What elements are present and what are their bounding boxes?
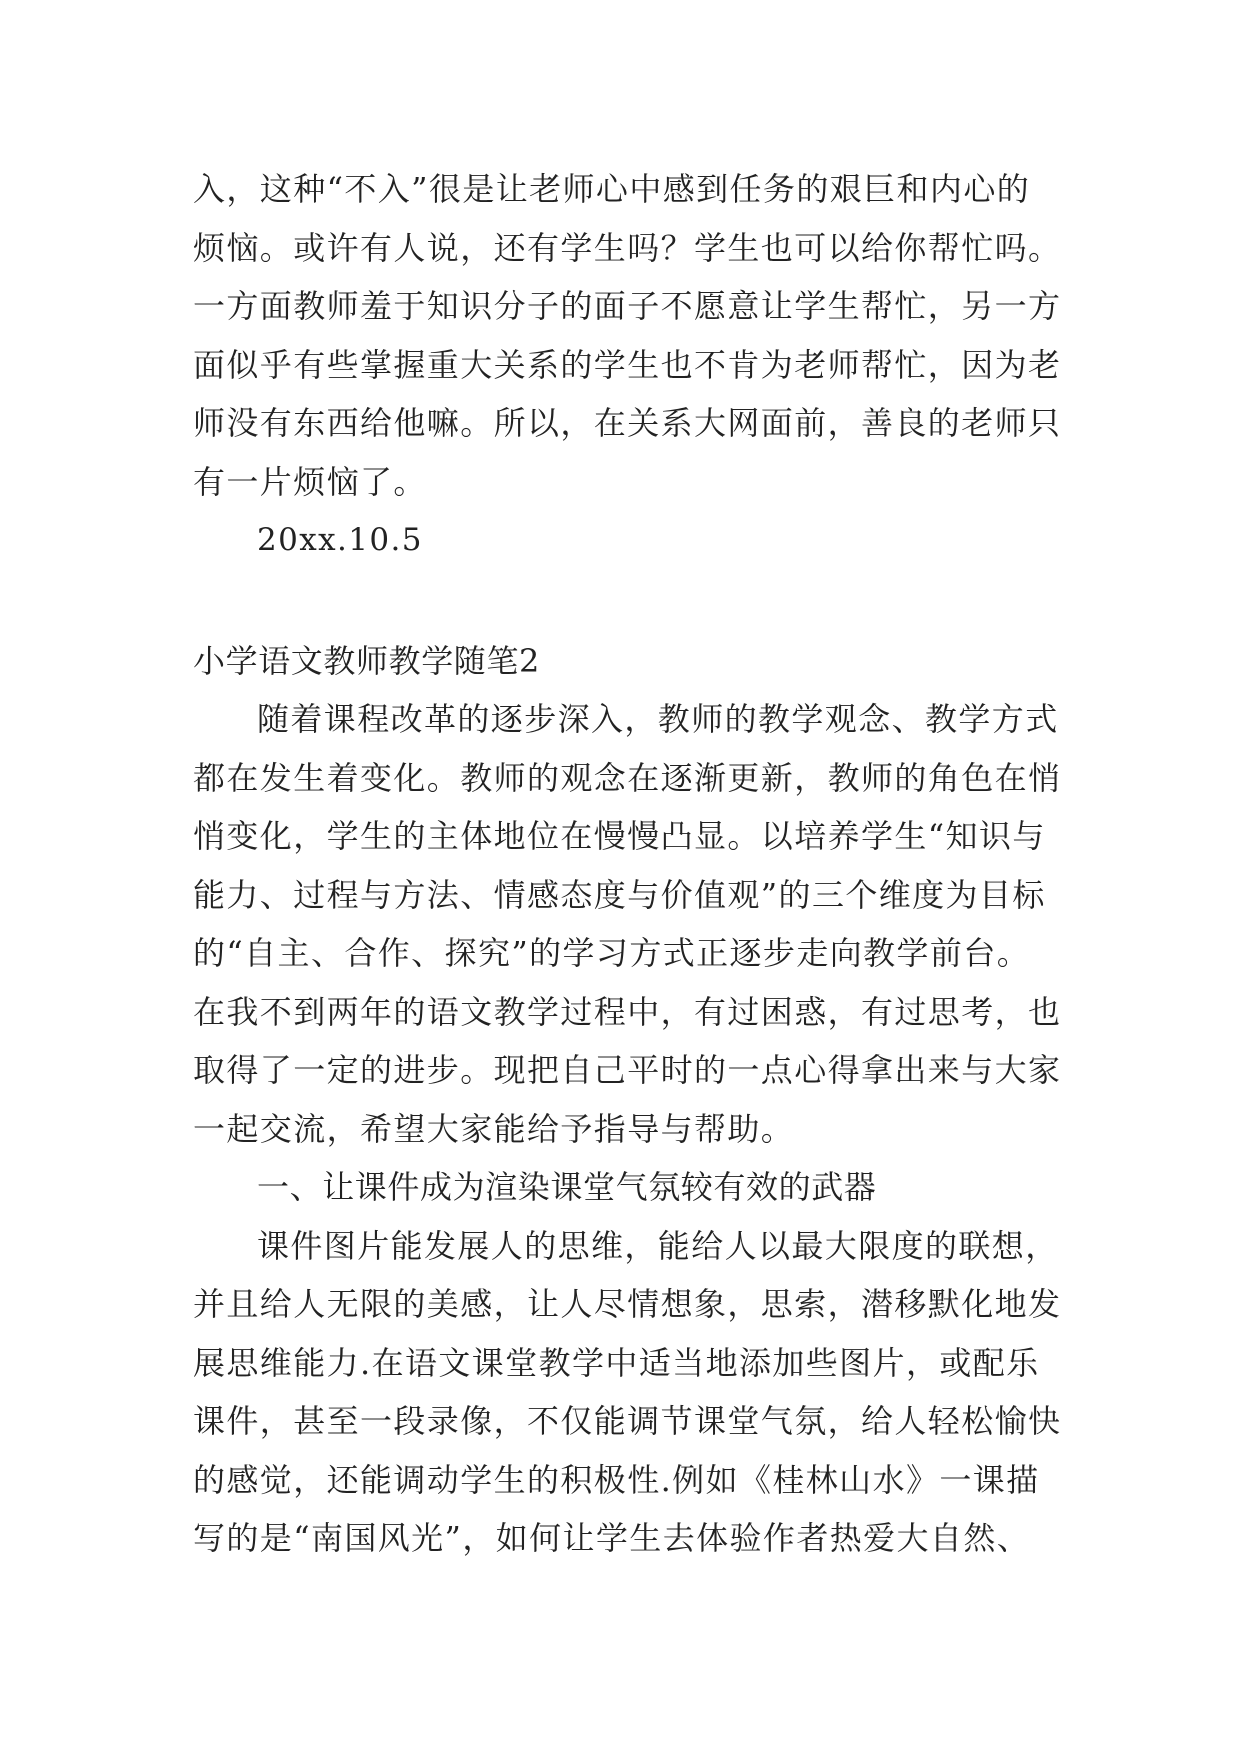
text-line: 写的是“南国风光”，如何让学生去体验作者热爱大自然、 (193, 1519, 1031, 1557)
text-line: 的感觉，还能调动学生的积极性.例如《桂林山水》一课描 (193, 1460, 1040, 1499)
section-gap (193, 570, 1073, 632)
text-line: 随着课程改革的逐步深入，教师的教学观念、教学方式 (257, 700, 1059, 738)
text-line: 课件图片能发展人的思维，能给人以最大限度的联想， (257, 1226, 1059, 1265)
text-line: 课件，甚至一段录像，不仅能调节课堂气氛，给人轻松愉快 (193, 1402, 1062, 1440)
courseware-paragraph (193, 1217, 1073, 1568)
text-line: 取得了一定的进步。现把自己平时的一点心得拿出来与大家 (193, 1051, 1062, 1089)
text-line: 都在发生着变化。教师的观念在逐渐更新，教师的角色在悄 (193, 758, 1062, 797)
text-line: 的“自主、合作、探究”的学习方式正逐步走向教学前台。 (193, 934, 1031, 972)
text-line: 悄变化，学生的主体地位在慢慢凸显。以培养学生“知识与 (193, 817, 1046, 855)
text-line: 在我不到两年的语文教学过程中，有过困惑，有过思考，也 (193, 992, 1062, 1031)
text-line: 面似乎有些掌握重大关系的学生也不肯为老师帮忙，因为老 (193, 345, 1062, 384)
text-line: 入，这种“不入”很是让老师心中感到任务的艰巨和内心的 (193, 170, 1031, 208)
text-line: 展思维能力.在语文课堂教学中适当地添加些图片，或配乐 (193, 1343, 1040, 1382)
date-line: 20xx.10.5 (257, 522, 423, 558)
text-column (193, 160, 1073, 1568)
text-line: 师没有东西给他嘛。所以，在关系大网面前，善良的老师只 (193, 404, 1062, 442)
paragraph-continued (193, 160, 1073, 511)
text-line: 一方面教师羞于知识分子的面子不愿意让学生帮忙，另一方 (193, 287, 1062, 325)
section-title: 小学语文教师教学随笔2 (193, 641, 540, 680)
subheading: 一、让课件成为渲染课堂气氛较有效的武器 (257, 1168, 877, 1206)
text-line: 有一片烦恼了。 (193, 462, 427, 501)
text-line: 能力、过程与方法、情感态度与价值观”的三个维度为目标 (193, 875, 1046, 914)
text-line: 并且给人无限的美感，让人尽情想象，思索，潜移默化地发 (193, 1285, 1062, 1323)
text-line: 一起交流，希望大家能给予指导与帮助。 (193, 1109, 795, 1148)
text-line: 烦恼。或许有人说，还有学生吗？学生也可以给你帮忙吗。 (193, 228, 1062, 267)
intro-paragraph (193, 690, 1073, 1158)
